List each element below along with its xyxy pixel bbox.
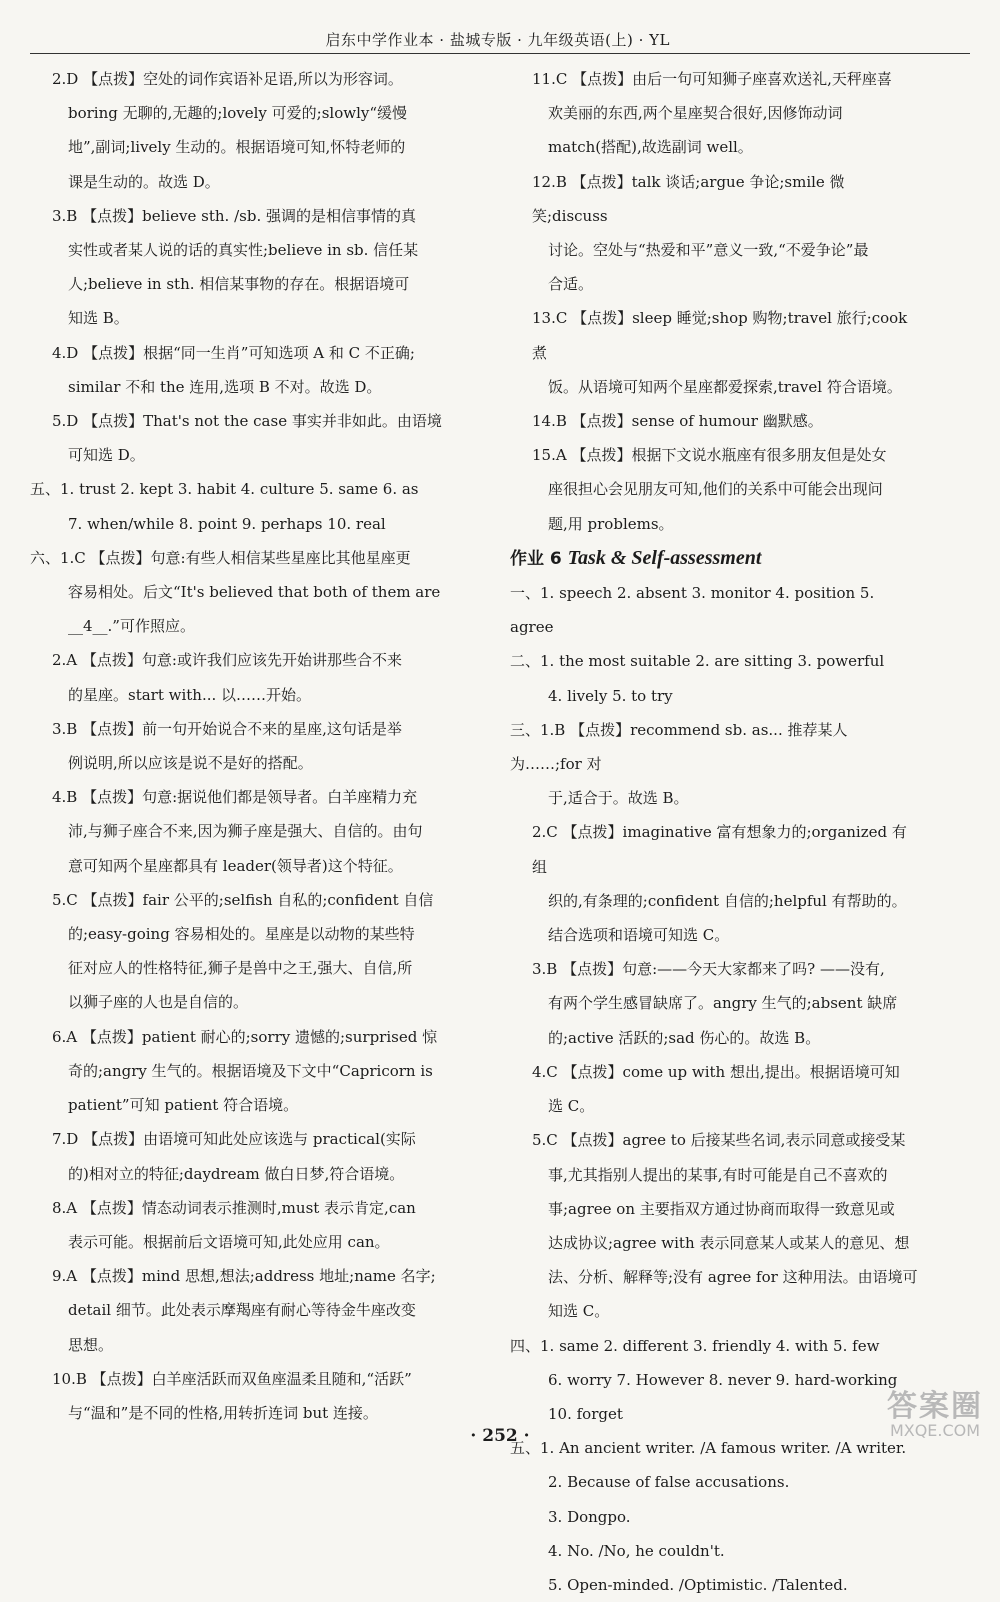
- answer-line: 2.C 【点拨】imaginative 富有想象力的;organized 有组: [532, 823, 907, 876]
- section-heading: [510, 541, 918, 576]
- answer-line: 座很担心会见朋友可知,他们的关系中可能会出现问: [548, 480, 883, 499]
- running-header: [30, 26, 970, 54]
- answer-line: 于,适合于。故选 B。: [548, 789, 689, 808]
- answer-line: 的;easy-going 容易相处的。星座是以动物的某些特: [68, 925, 415, 944]
- answer-line: 四、1. same 2. different 3. friendly 4. with 5. few: [510, 1336, 880, 1355]
- answer-line: 15.A 【点拨】根据下文说水瓶座有很多朋友但是处女: [532, 446, 887, 465]
- answer-line: 知选 B。: [68, 309, 129, 328]
- answer-line: 地”,副词;lively 生动的。根据语境可知,怀特老师的: [68, 138, 406, 157]
- answer-line: 10.B 【点拨】白羊座活跃而双鱼座温柔且随和,“活跃”: [52, 1369, 412, 1388]
- answer-line: 合适。: [548, 275, 594, 294]
- answer-line: 实性或者某人说的话的真实性;believe in sb. 信任某: [68, 241, 419, 260]
- answer-line: 4. lively 5. to try: [548, 686, 673, 705]
- answer-line: 二、1. the most suitable 2. are sitting 3. powerful: [510, 652, 885, 671]
- answer-line: 12.B 【点拨】talk 谈话;argue 争论;smile 微笑;discuss: [532, 172, 845, 225]
- answer-line: 7.D 【点拨】由语境可知此处应该选与 practical(实际: [52, 1130, 416, 1149]
- answer-line: 六、1.C 【点拨】句意:有些人相信某些星座比其他星座更: [30, 548, 411, 567]
- answer-line: 饭。从语境可知两个星座都爱探索,travel 符合语境。: [548, 377, 902, 396]
- answer-line: 3.B 【点拨】前一句开始说合不来的星座,这句话是举: [52, 719, 402, 738]
- answer-line: 织的,有条理的;confident 自信的;helpful 有帮助的。: [548, 891, 907, 910]
- answer-line: 一、1. speech 2. absent 3. monitor 4. position 5. agree: [510, 584, 875, 637]
- watermark-brand: 答案圈: [887, 1389, 983, 1424]
- answer-line: 5.C 【点拨】fair 公平的;selfish 自私的;confident 自信: [52, 890, 434, 909]
- answer-line: 6. worry 7. However 8. never 9. hard-working: [548, 1370, 898, 1389]
- answer-line: 10. forget: [548, 1404, 623, 1423]
- answer-line: 人;believe in sth. 相信某事物的存在。根据语境可: [68, 275, 410, 294]
- answer-line: 奇的;angry 生气的。根据语境及下文中“Capricorn is: [68, 1061, 433, 1080]
- answer-line: 2.A 【点拨】句意:或许我们应该先开始讲那些合不来: [52, 651, 402, 670]
- answer-line: 的)相对立的特征;daydream 做白日梦,符合语境。: [68, 1164, 405, 1183]
- answer-line: 课是生动的。故选 D。: [68, 172, 220, 191]
- watermark-logo: [880, 1389, 990, 1442]
- answer-line: 事,尤其指别人提出的某事,有时可能是自己不喜欢的: [548, 1165, 888, 1184]
- answer-line: 3.B 【点拨】句意:——今天大家都来了吗? ——没有,: [532, 960, 885, 979]
- answer-line: similar 不和 the 连用,选项 B 不对。故选 D。: [68, 377, 382, 396]
- answer-line: 欢美丽的东西,两个星座契合很好,因修饰动词: [548, 104, 843, 123]
- answer-line: 的;active 活跃的;sad 伤心的。故选 B。: [548, 1028, 821, 1047]
- answer-line: 4. No. /No, he couldn't.: [548, 1541, 725, 1560]
- answer-line: patient”可知 patient 符合语境。: [68, 1096, 299, 1115]
- answer-line: 题,用 problems。: [548, 514, 674, 533]
- answer-line: 2.D 【点拨】空处的词作宾语补足语,所以为形容词。: [52, 70, 403, 88]
- answer-line: 以狮子座的人也是自信的。: [68, 993, 249, 1012]
- answer-line: 8.A 【点拨】情态动词表示推测时,must 表示肯定,can: [52, 1198, 416, 1217]
- answer-line: 4.C 【点拨】come up with 想出,提出。根据语境可知: [532, 1062, 900, 1081]
- answer-line: match(搭配),故选副词 well。: [548, 138, 753, 157]
- page-number: · 252 ·: [470, 1426, 530, 1446]
- answer-line: 的星座。start with... 以……开始。: [68, 685, 312, 704]
- answer-line: 法、分析、解释等;没有 agree for 这种用法。由语境可: [548, 1268, 918, 1287]
- answer-line: 11.C 【点拨】由后一句可知狮子座喜欢送礼,天秤座喜: [532, 70, 892, 88]
- answer-line: 有两个学生感冒缺席了。angry 生气的;absent 缺席: [548, 994, 898, 1013]
- answer-line: 5.C 【点拨】agree to 后接某些名词,表示同意或接受某: [532, 1131, 906, 1150]
- answer-line: 容易相处。后文“It's believed that both of them are: [68, 583, 441, 602]
- answer-line: 5. Open-minded. /Optimistic. /Talented.: [548, 1575, 848, 1594]
- answer-line: 2. Because of false accusations.: [548, 1473, 790, 1492]
- answer-line: 4.D 【点拨】根据“同一生肖”可知选项 A 和 C 不正确;: [52, 343, 415, 362]
- right-column: [510, 62, 918, 1602]
- answer-line: 征对应人的性格特征,狮子是兽中之王,强大、自信,所: [68, 959, 413, 978]
- answer-line: 五、1. An ancient writer. /A famous writer. /A writer.: [510, 1439, 907, 1458]
- answer-line: 五、1. trust 2. kept 3. habit 4. culture 5. same 6. as: [30, 480, 419, 499]
- answer-line: __4__.”可作照应。: [68, 617, 195, 636]
- answer-line: 与“温和”是不同的性格,用转折连词 but 连接。: [68, 1403, 378, 1422]
- answer-line: 表示可能。根据前后文语境可知,此处应用 can。: [68, 1232, 390, 1251]
- answer-line: 5.D 【点拨】That's not the case 事实并非如此。由语境: [52, 412, 442, 431]
- answer-line: 意可知两个星座都具有 leader(领导者)这个特征。: [68, 856, 403, 875]
- answer-line: 讨论。空处与“热爱和平”意义一致,“不爱争论”最: [548, 241, 869, 260]
- answer-line: 6.A 【点拨】patient 耐心的;sorry 遗憾的;surprised 惊: [52, 1027, 438, 1046]
- answer-line: 9.A 【点拨】mind 思想,想法;address 地址;name 名字;: [52, 1267, 436, 1286]
- answer-line: 13.C 【点拨】sleep 睡觉;shop 购物;travel 旅行;cook 煮: [532, 309, 908, 362]
- answer-line: 达成协议;agree with 表示同意某人或某人的意见、想: [548, 1233, 910, 1252]
- header-title: 启东中学作业本 · 盐城专版 · 九年级英语(上) · YL: [325, 31, 670, 49]
- answer-line: 可知选 D。: [68, 446, 145, 465]
- answer-line: 3.B 【点拨】believe sth. /sb. 强调的是相信事情的真: [52, 206, 416, 225]
- answer-line: 事;agree on 主要指双方通过协商而取得一致意见或: [548, 1199, 895, 1218]
- answer-line: 结合选项和语境可知选 C。: [548, 926, 730, 945]
- watermark-site: MXQE.COM: [889, 1421, 981, 1440]
- answer-line: 知选 C。: [548, 1302, 610, 1321]
- answer-line: detail 细节。此处表示摩羯座有耐心等待金牛座改变: [68, 1301, 416, 1320]
- answer-line: 7. when/while 8. point 9. perhaps 10. real: [68, 514, 386, 533]
- answer-line: 4.B 【点拨】句意:据说他们都是领导者。白羊座精力充: [52, 788, 418, 807]
- answer-line: 沛,与狮子座合不来,因为狮子座是强大、自信的。由句: [68, 822, 423, 841]
- answer-line: 14.B 【点拨】sense of humour 幽默感。: [532, 412, 823, 431]
- answer-line: 例说明,所以应该是说不是好的搭配。: [68, 754, 313, 773]
- answer-line: 3. Dongpo.: [548, 1507, 631, 1526]
- answer-line: 思想。: [68, 1335, 114, 1354]
- answer-line: 三、1.B 【点拨】recommend sb. as... 推荐某人为……;for 对: [510, 720, 848, 774]
- answer-line: 选 C。: [548, 1097, 595, 1116]
- left-column: [30, 62, 460, 1430]
- section-label: 作业 6: [510, 548, 562, 569]
- section-title: Task & Self-assessment: [567, 546, 762, 569]
- answer-line: boring 无聊的,无趣的;lovely 可爱的;slowly“缓慢: [68, 104, 408, 123]
